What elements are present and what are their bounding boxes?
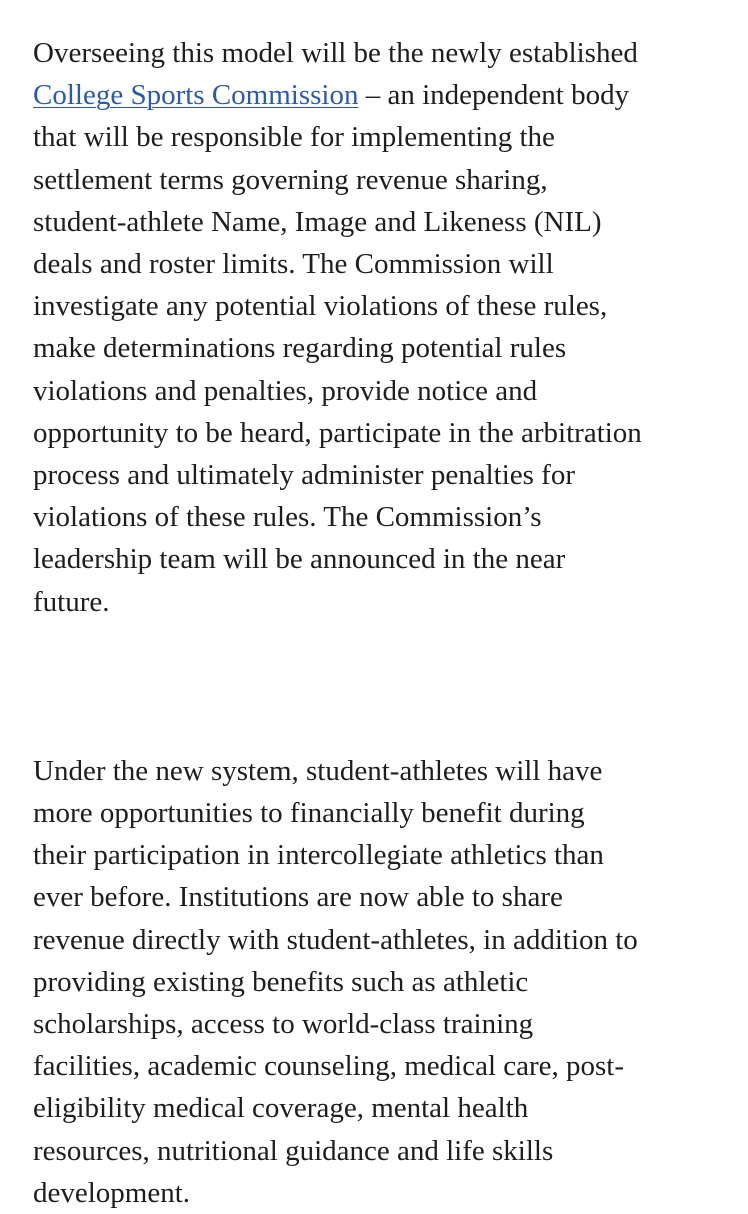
paragraph-line: violations of these rules. The Commission’s [33, 501, 542, 534]
article-body [33, 32, 739, 1214]
paragraph-line: make determinations regarding potential rules [33, 332, 567, 365]
paragraph-line: more opportunities to financially benefit during [33, 797, 585, 830]
paragraph-commission [33, 32, 739, 623]
paragraph-line-with-link [33, 74, 739, 116]
paragraph-line: process and ultimately administer penalties for [33, 459, 575, 492]
paragraph-line: settlement terms governing revenue sharing, [33, 163, 548, 196]
paragraph-line: that will be responsible for implementing the [33, 121, 555, 154]
paragraph-line: student-athlete Name, Image and Likeness (NIL) [33, 205, 602, 238]
paragraph-line: revenue directly with student-athletes, in addition to [33, 923, 638, 956]
paragraph-line: scholarships, access to world-class training [33, 1008, 534, 1041]
paragraph-line-text: – an independent body [358, 79, 630, 112]
paragraph-line: providing existing benefits such as athletic [33, 965, 529, 998]
paragraph-line: their participation in intercollegiate athletics than [33, 839, 604, 872]
paragraph-line: ever before. Institutions are now able to share [33, 881, 563, 914]
paragraph-line: Overseeing this model will be the newly established [33, 37, 638, 69]
paragraph-line: investigate any potential violations of these rules, [33, 290, 608, 323]
paragraph-line: development. [33, 1176, 191, 1209]
paragraph-line: resources, nutritional guidance and life skills [33, 1134, 554, 1167]
paragraph-line: Under the new system, student-athletes will have [33, 754, 603, 787]
paragraph-line: future. [33, 585, 110, 618]
paragraph-line: eligibility medical coverage, mental health [33, 1092, 529, 1125]
paragraph-line: facilities, academic counseling, medical care, post- [33, 1050, 625, 1083]
paragraph-new-system [33, 750, 739, 1214]
paragraph-line: violations and penalties, provide notice and [33, 374, 538, 407]
college-sports-commission-link[interactable]: College Sports Commission [33, 79, 359, 112]
paragraph-line: leadership team will be announced in the near [33, 543, 566, 576]
paragraph-spacer [33, 623, 739, 750]
paragraph-line: opportunity to be heard, participate in the arbitration [33, 416, 642, 449]
paragraph-line: deals and roster limits. The Commission will [33, 248, 554, 281]
